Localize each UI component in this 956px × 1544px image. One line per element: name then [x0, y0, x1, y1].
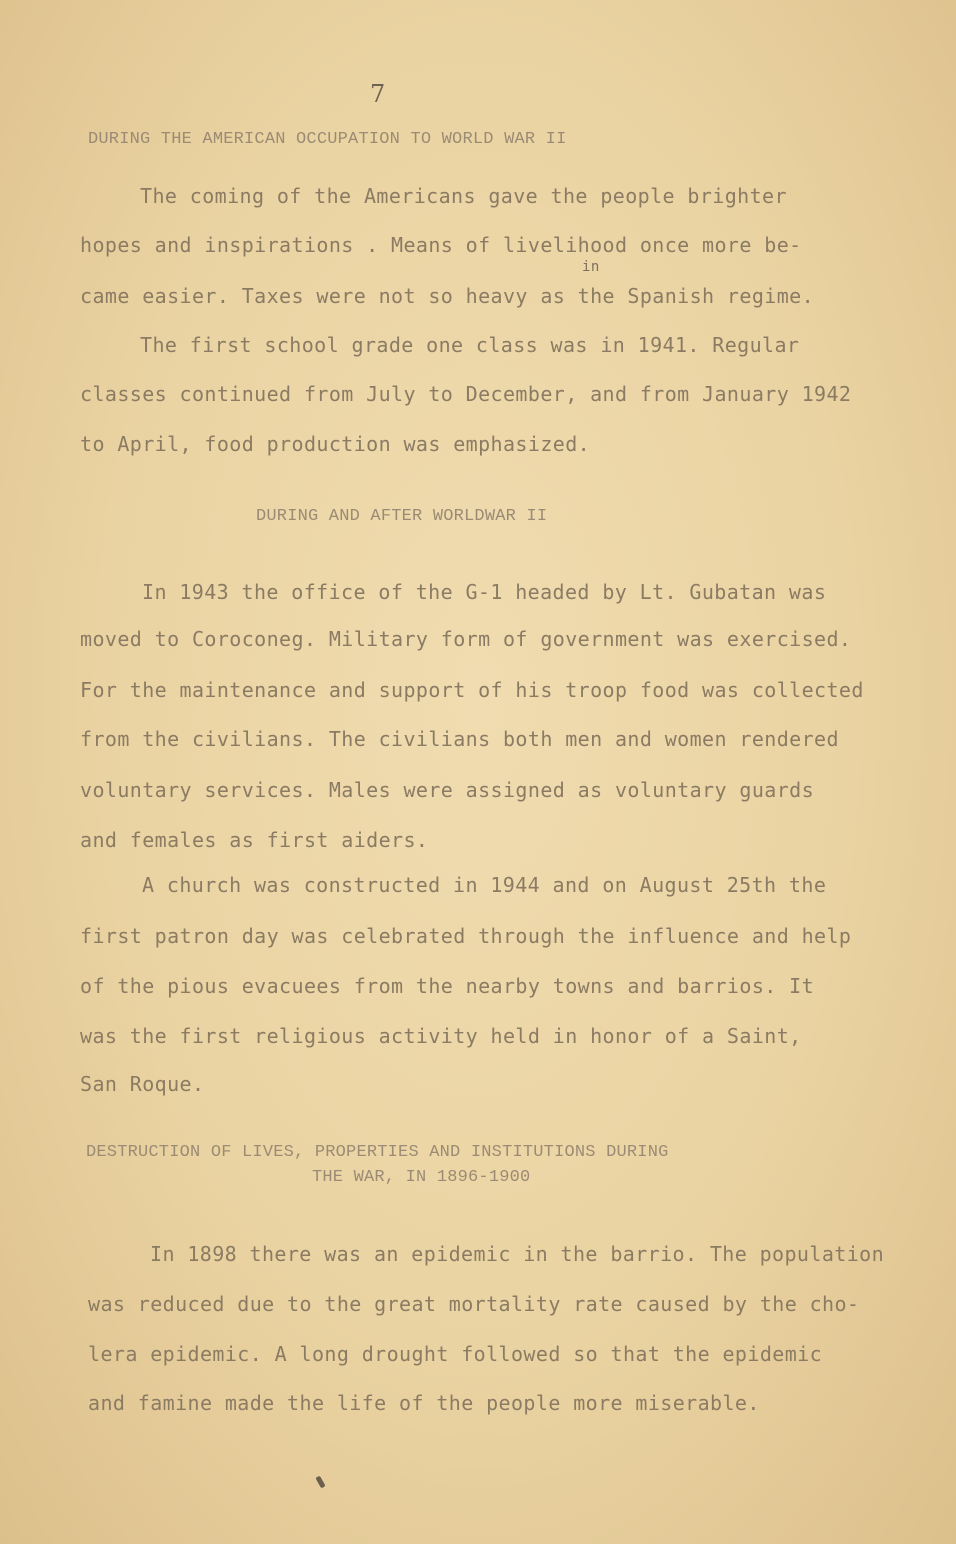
paragraph-line: of the pious evacuees from the nearby towns and barrios. It [80, 974, 815, 998]
paragraph-line: and famine made the life of the people more miserable. [88, 1391, 760, 1415]
paragraph-line: first patron day was celebrated through the influence and help [80, 924, 852, 948]
paragraph-line: classes continued from July to December, and from January 1942 [80, 382, 852, 406]
paragraph-line: voluntary services. Males were assigned as voluntary guards [80, 778, 815, 802]
paragraph-line: In 1898 there was an epidemic in the barrio. The population [150, 1242, 885, 1266]
paragraph-line: was reduced due to the great mortality rate caused by the cho- [88, 1292, 860, 1316]
paragraph-line: In 1943 the office of the G-1 headed by Lt. Gubatan was [142, 580, 827, 604]
paragraph-line: For the maintenance and support of his troop food was collected [80, 678, 864, 702]
paragraph-line: hopes and inspirations . Means of livelihood once more be- [80, 233, 802, 257]
section-heading-during-after-ww2: DURING AND AFTER WORLDWAR II [256, 507, 548, 526]
inserted-word: in [582, 259, 600, 275]
section-heading-destruction-line2: THE WAR, IN 1896-1900 [312, 1168, 531, 1187]
page-number: 7 [370, 80, 386, 108]
paragraph-line: from the civilians. The civilians both men and women rendered [80, 727, 839, 751]
section-heading-destruction: DESTRUCTION OF LIVES, PROPERTIES AND INSTITUTIONS DURING [86, 1143, 669, 1162]
paragraph-line: A church was constructed in 1944 and on August 25th the [142, 873, 827, 897]
paragraph-line: moved to Coroconeg. Military form of government was exercised. [80, 627, 852, 651]
section-heading-american-occupation: DURING THE AMERICAN OCCUPATION TO WORLD WAR II [88, 130, 567, 149]
paragraph-line: to April, food production was emphasized. [80, 432, 591, 456]
paragraph-line: San Roque. [80, 1072, 205, 1096]
paragraph-line: was the first religious activity held in honor of a Saint, [80, 1024, 802, 1048]
paragraph-line: and females as first aiders. [80, 828, 429, 852]
paragraph-line: The coming of the Americans gave the people brighter [140, 184, 787, 208]
paragraph-line: came easier. Taxes were not so heavy as the Spanish regime. [80, 284, 815, 308]
paragraph-line: The first school grade one class was in 1941. Regular [140, 333, 800, 357]
ink-mark [315, 1476, 325, 1489]
paragraph-line: lera epidemic. A long drought followed so that the epidemic [88, 1342, 823, 1366]
